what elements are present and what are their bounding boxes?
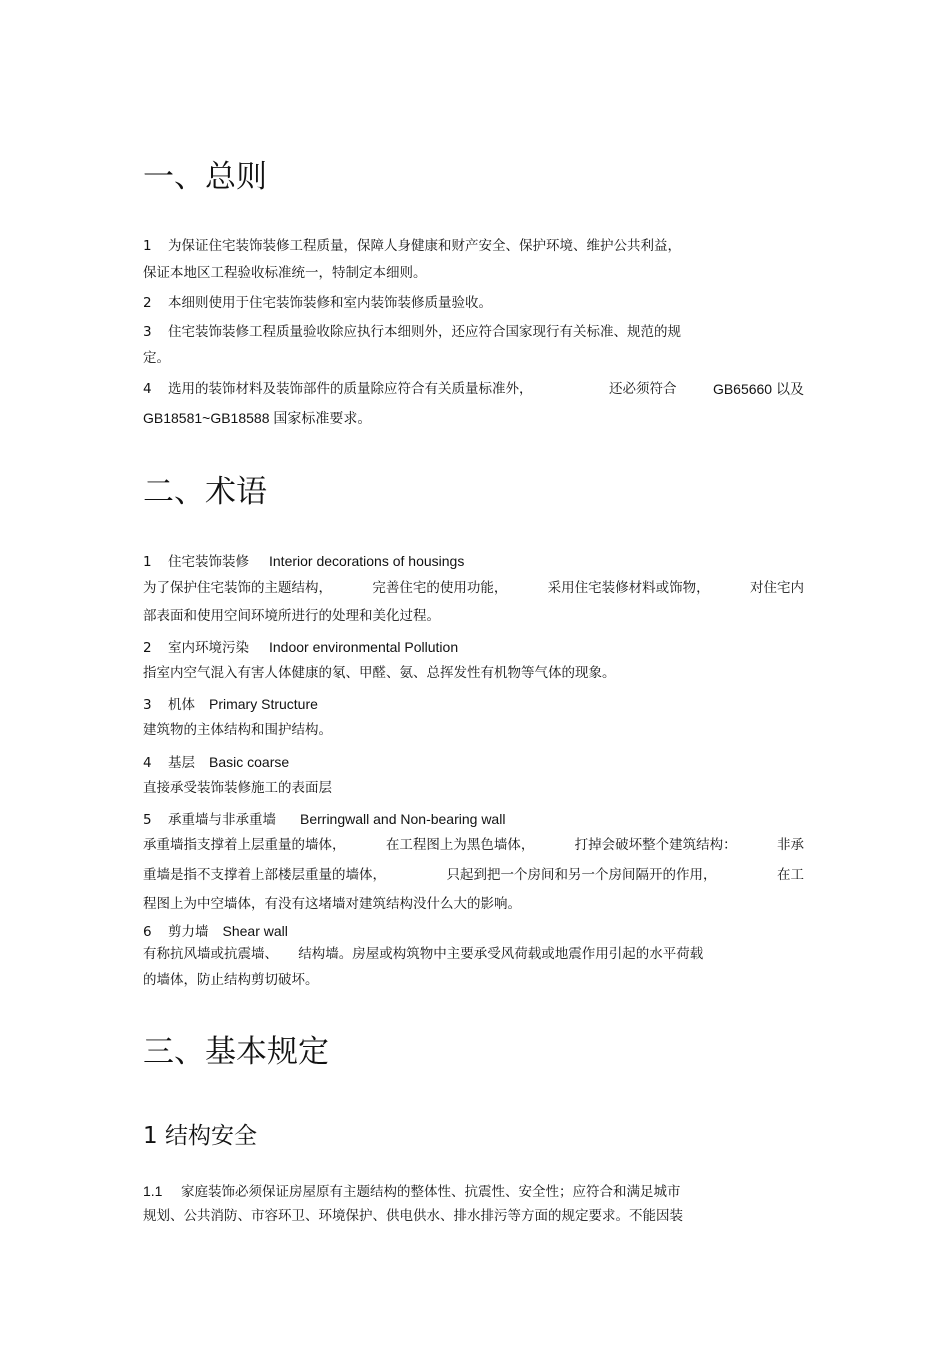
subsection-heading-structural-safety: 1 结构安全 (143, 1123, 257, 1149)
term-1-definition-line-2: 部表面和使用空间环境所进行的处理和美化过程。 (143, 608, 440, 624)
section-heading-basic-rules: 三、基本规定 (143, 1034, 329, 1070)
section-heading-terms: 二、术语 (143, 474, 267, 510)
term-4-definition: 直接承受装饰装修施工的表面层 (143, 780, 332, 796)
term-4-title: 4 基层 Basic coarse (143, 754, 290, 771)
clause-2: 2 本细则使用于住宅装饰装修和室内装饰装修质量验收。 (143, 295, 492, 311)
term-6-definition-line-1: 有称抗风墙或抗震墙、 结构墙。房屋或构筑物中主要承受风荷载或地震作用引起的水平荷载 (143, 946, 704, 962)
term-3-title: 3 机体 Primary Structure (143, 696, 318, 713)
term-2-title: 2 室内环境污染 Indoor environmental Pollution (143, 639, 459, 656)
clause-3-line-2: 定。 (143, 350, 170, 366)
clause-4-line-1: 4 选用的装饰材料及装饰部件的质量除应符合有关质量标准外， 还必须符合 GB65660 以及 (143, 381, 804, 397)
section-heading-general: 一、总则 (143, 159, 267, 195)
clause-1-line-1: 1 为保证住宅装饰装修工程质量，保障人身健康和财产安全、保护环境、维护公共利益， (143, 238, 681, 254)
term-5-definition-line-3: 程图上为中空墙体，有没有这堵墙对建筑结构没什么大的影响。 (143, 896, 521, 912)
term-3-definition: 建筑物的主体结构和围护结构。 (143, 722, 332, 738)
clause-3-line-1: 3 住宅装饰装修工程质量验收除应执行本细则外，还应符合国家现行有关标准、规范的规 (143, 324, 681, 340)
term-6-definition-line-2: 的墙体，防止结构剪切破坏。 (143, 972, 319, 988)
term-5-title: 5 承重墙与非承重墙 Berringwall and Non-bearing wall (143, 811, 506, 828)
clause-4-line-2: GB18581~GB18588 国家标准要求。 (143, 410, 372, 426)
term-2-definition: 指室内空气混入有害人体健康的氡、甲醛、氨、总挥发性有机物等气体的现象。 (143, 665, 616, 681)
clause-1-line-2: 保证本地区工程验收标准统一，特制定本细则。 (143, 265, 427, 281)
term-1-definition-line-1: 为了保护住宅装饰的主题结构， 完善住宅的使用功能， 采用住宅装修材料或饰物， 对住宅内 (143, 580, 804, 596)
term-6-title: 6 剪力墙 Shear wall (143, 923, 288, 940)
clause-1-1-line-1: 1.1 家庭装饰必须保证房屋原有主题结构的整体性、抗震性、安全性；应符合和满足城市 (143, 1183, 681, 1200)
term-1-title: 1 住宅装饰装修 Interior decorations of housings (143, 553, 465, 570)
clause-1-1-line-2: 规划、公共消防、市容环卫、环境保护、供电供水、排水排污等方面的规定要求。不能因装 (143, 1208, 683, 1224)
term-5-definition-line-1: 承重墙指支撑着上层重量的墙体， 在工程图上为黑色墙体， 打掉会破坏整个建筑结构： 非承 (143, 837, 804, 853)
term-5-definition-line-2: 重墙是指不支撑着上部楼层重量的墙体， 只起到把一个房间和另一个房间隔开的作用， 在工 (143, 867, 804, 883)
